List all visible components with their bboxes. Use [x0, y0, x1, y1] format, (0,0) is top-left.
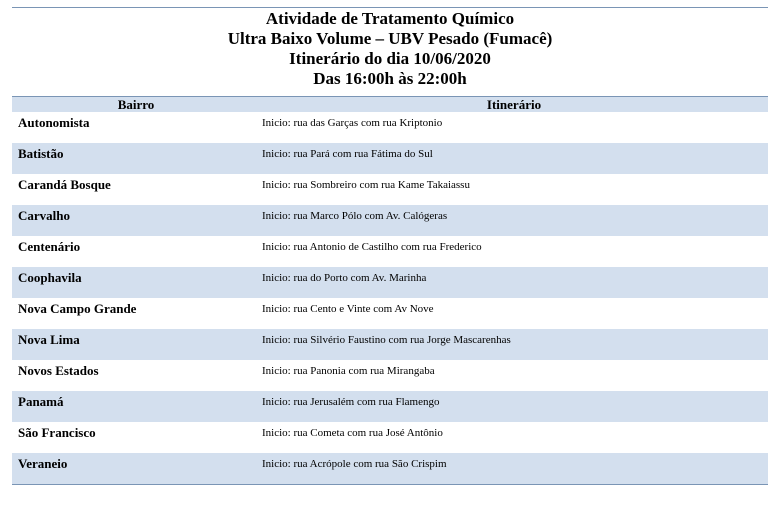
title-line-method: Ultra Baixo Volume – UBV Pesado (Fumacê) [227, 29, 553, 48]
cell-itinerario: Inicio: rua Antonio de Castilho com rua Frederico [262, 241, 482, 253]
column-header-bairro: Bairro [117, 97, 155, 112]
table-row [12, 236, 768, 267]
cell-bairro: Centenário [18, 239, 81, 254]
cell-itinerario: Inicio: rua Pará com rua Fátima do Sul [262, 148, 433, 160]
top-rule [12, 7, 768, 8]
bottom-rule [12, 484, 768, 485]
table-row [12, 298, 768, 329]
cell-itinerario: Inicio: rua Silvério Faustino com rua Jorge Mascarenhas [262, 334, 511, 346]
cell-itinerario: Inicio: rua do Porto com Av. Marinha [262, 272, 427, 284]
cell-itinerario: Inicio: rua Panonia com rua Mirangaba [262, 365, 435, 377]
table-row [12, 205, 768, 236]
cell-itinerario: Inicio: rua das Garças com rua Kriptonio [262, 117, 443, 129]
table-row [12, 422, 768, 453]
cell-itinerario: Inicio: rua Jerusalém com rua Flamengo [262, 396, 440, 408]
cell-bairro: Novos Estados [18, 363, 99, 378]
table-row [12, 329, 768, 360]
cell-bairro: São Francisco [18, 425, 96, 440]
title-line-date: Itinerário do dia 10/06/2020 [289, 49, 491, 68]
cell-itinerario: Inicio: rua Cometa com rua José Antônio [262, 427, 443, 439]
cell-bairro: Nova Campo Grande [18, 301, 137, 316]
table-row [12, 112, 768, 143]
cell-itinerario: Inicio: rua Acrópole com rua São Crispim [262, 458, 447, 470]
cell-bairro: Veraneio [18, 456, 68, 471]
table-row [12, 174, 768, 205]
cell-itinerario: Inicio: rua Cento e Vinte com Av Nove [262, 303, 434, 315]
cell-itinerario: Inicio: rua Sombreiro com rua Kame Takaiassu [262, 179, 470, 191]
cell-bairro: Panamá [18, 394, 64, 409]
cell-bairro: Carvalho [18, 208, 70, 223]
cell-bairro: Nova Lima [18, 332, 80, 347]
table-row [12, 391, 768, 422]
cell-bairro: Autonomista [18, 115, 90, 130]
cell-bairro: Coophavila [18, 270, 82, 285]
title-line-activity: Atividade de Tratamento Químico [265, 9, 515, 28]
document-title [12, 9, 768, 89]
cell-itinerario: Inicio: rua Marco Pólo com Av. Calógeras [262, 210, 448, 222]
table-row [12, 453, 768, 484]
title-line-hours: Das 16:00h às 22:00h [313, 69, 467, 88]
table-row [12, 360, 768, 391]
cell-bairro: Carandá Bosque [18, 177, 111, 192]
table-row [12, 143, 768, 174]
column-header-itinerario: Itinerário [486, 97, 542, 112]
itinerary-table [12, 96, 768, 485]
cell-bairro: Batistão [18, 146, 64, 161]
table-header-row [12, 96, 768, 112]
table-row [12, 267, 768, 298]
